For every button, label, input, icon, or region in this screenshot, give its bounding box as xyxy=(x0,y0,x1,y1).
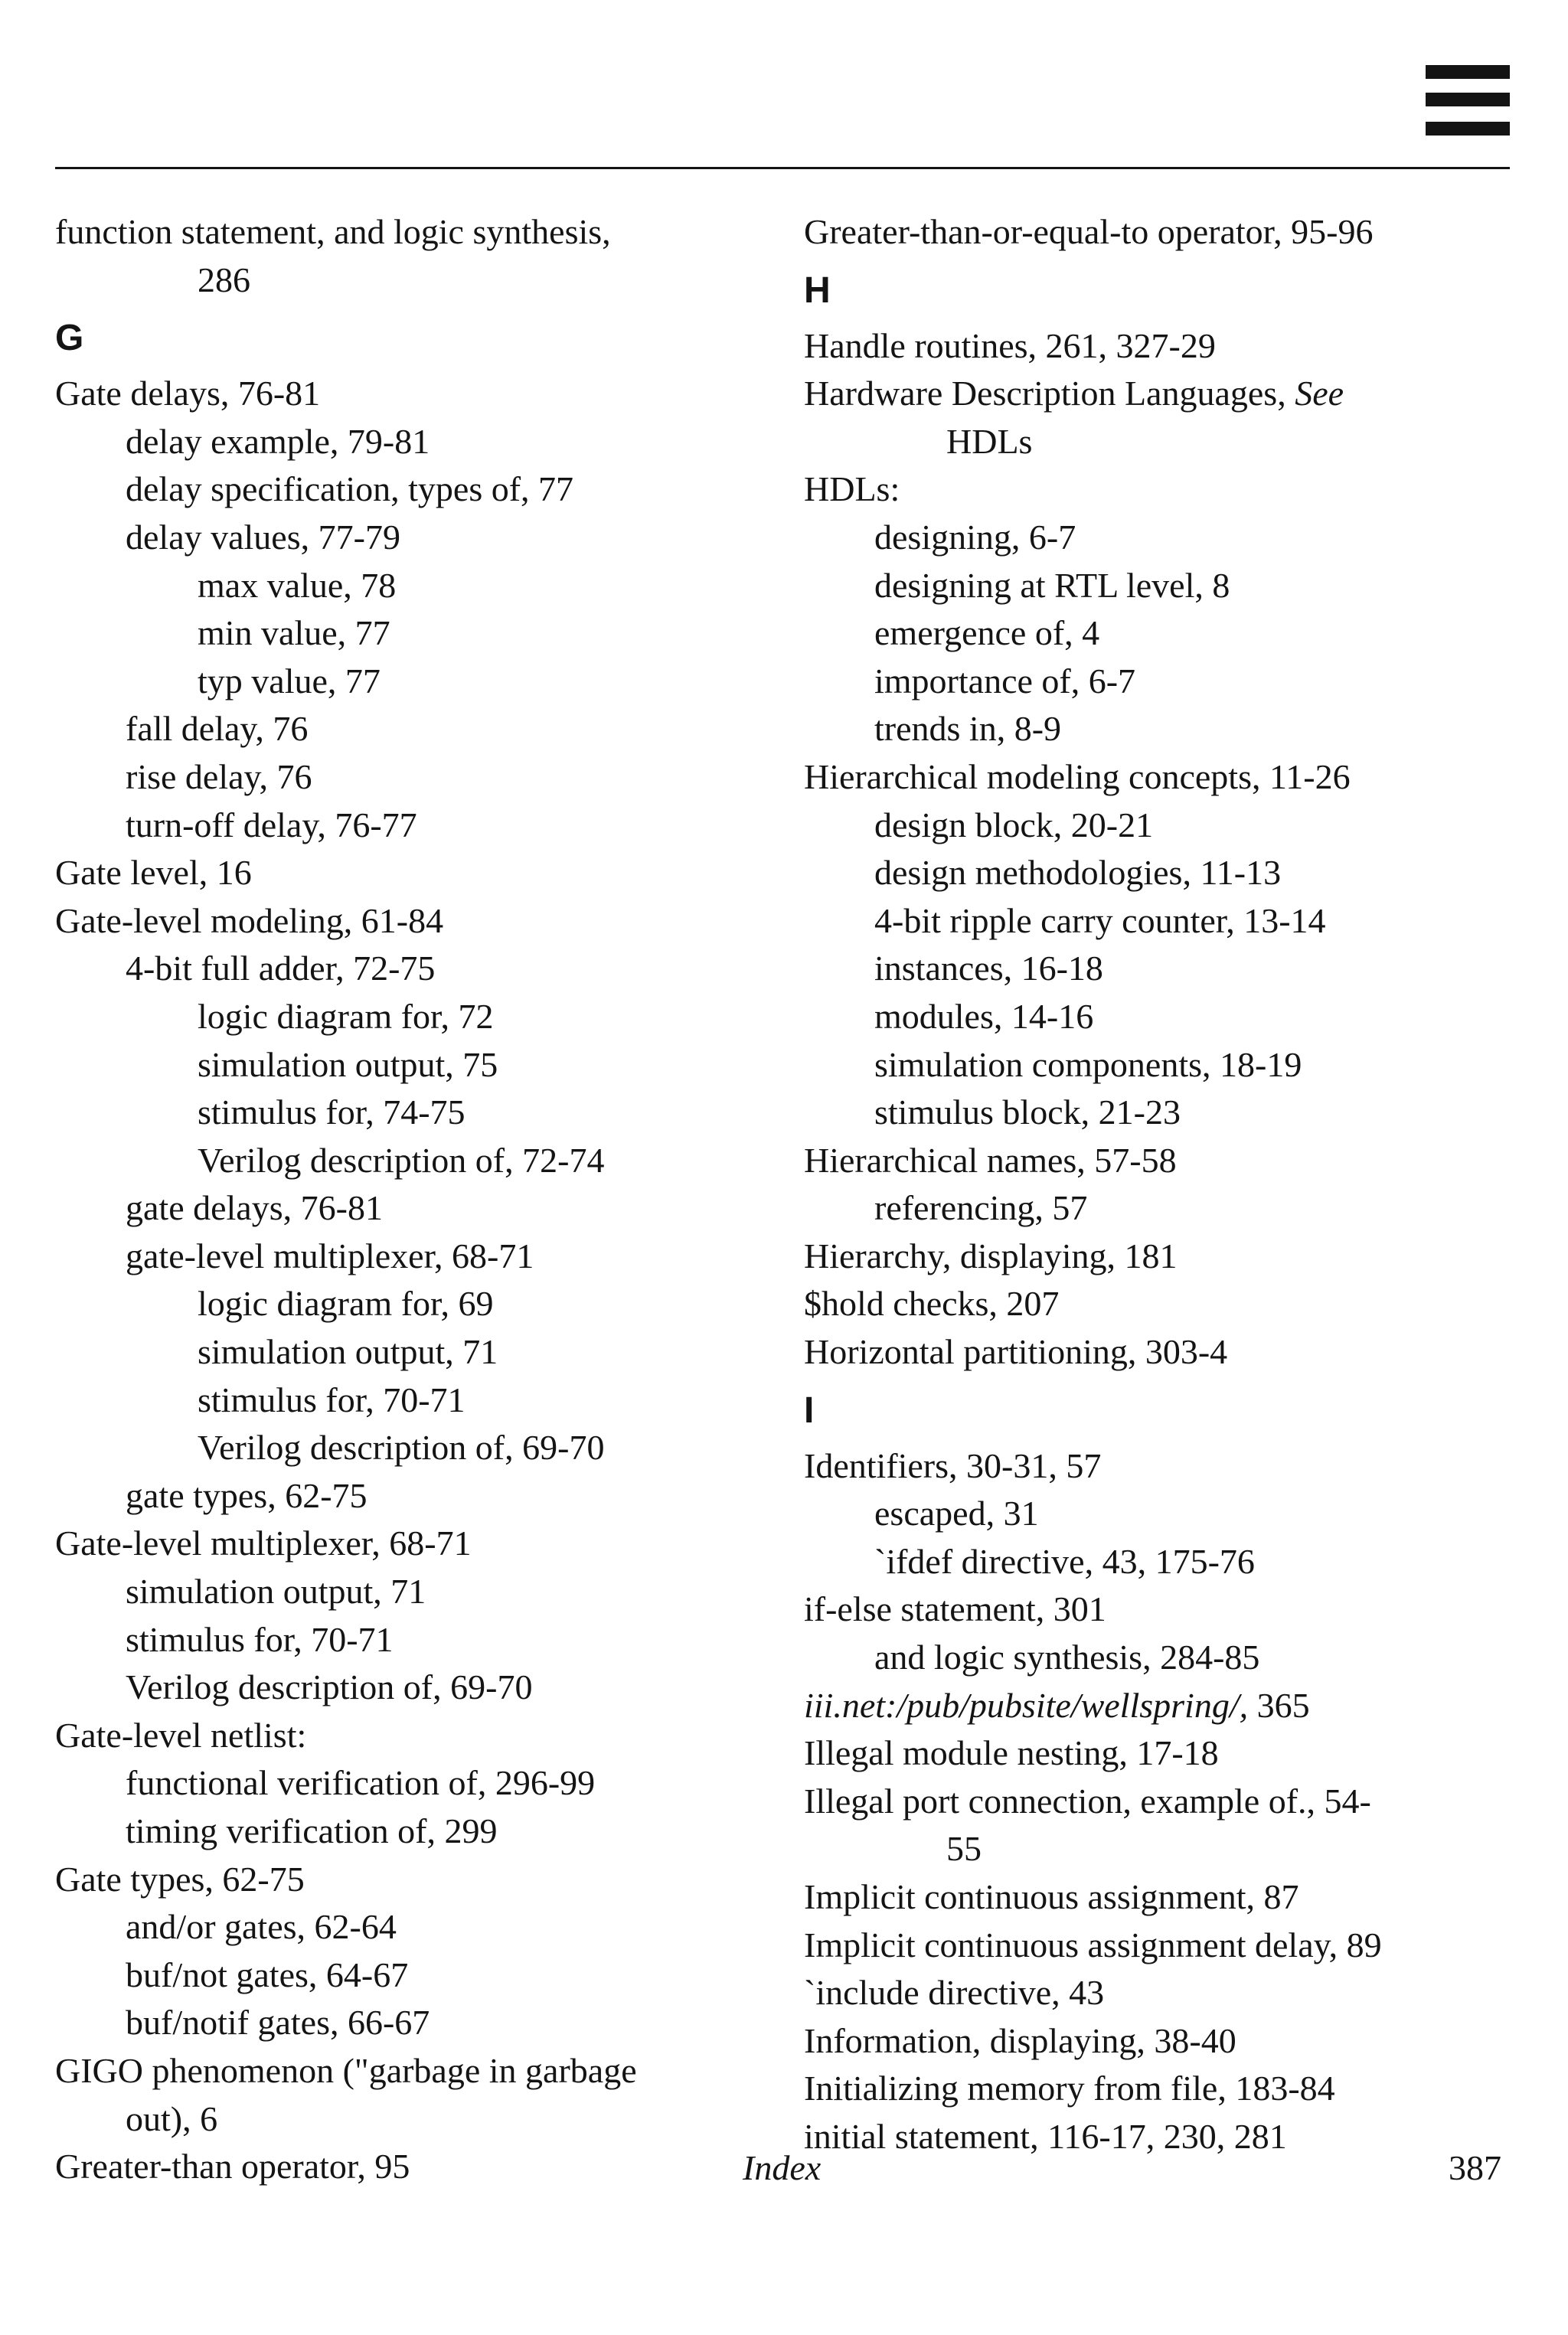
index-entry: 4-bit ripple carry counter, 13-14 xyxy=(874,900,1326,940)
index-entry: buf/not gates, 64-67 xyxy=(126,1955,409,1994)
index-entry: simulation output, 75 xyxy=(198,1044,498,1084)
index-entry: initial statement, 116-17, 230, 281 xyxy=(804,2116,1287,2156)
index-entry: Hierarchical names, 57-58 xyxy=(804,1140,1177,1180)
index-entry: instances, 16-18 xyxy=(874,949,1103,988)
index-entry: stimulus for, 74-75 xyxy=(198,1092,466,1132)
index-entry: stimulus for, 70-71 xyxy=(126,1619,394,1659)
index-entry: Implicit continuous assignment, 87 xyxy=(804,1877,1299,1916)
index-entry: min value, 77 xyxy=(198,613,390,653)
header-rule xyxy=(55,167,1510,169)
index-entry: 286 xyxy=(198,260,250,299)
index-entry: Identifiers, 30-31, 57 xyxy=(804,1445,1102,1485)
index-entry: and/or gates, 62-64 xyxy=(126,1907,397,1947)
thumb-index-bar xyxy=(1426,122,1510,136)
index-entry: function statement, and logic synthesis, xyxy=(55,212,611,251)
index-entry: iii.net:/pub/pubsite/wellspring/, 365 xyxy=(804,1685,1310,1725)
index-entry: design block, 20-21 xyxy=(874,805,1154,844)
index-entry: modules, 14-16 xyxy=(874,996,1094,1036)
index-entry: HDLs xyxy=(946,421,1033,461)
index-entry: if-else statement, 301 xyxy=(804,1589,1106,1629)
thumb-index-marker xyxy=(1426,65,1510,136)
index-entry: stimulus for, 70-71 xyxy=(198,1380,466,1419)
index-entry: typ value, 77 xyxy=(198,661,381,700)
index-entry: Handle routines, 261, 327-29 xyxy=(804,325,1216,365)
index-entry: Verilog description of, 72-74 xyxy=(198,1140,605,1180)
index-entry: gate delays, 76-81 xyxy=(126,1188,383,1228)
letter-heading: G xyxy=(55,318,84,359)
index-entry: Verilog description of, 69-70 xyxy=(198,1428,605,1468)
index-entry: Gate types, 62-75 xyxy=(55,1859,305,1899)
index-entry: design methodologies, 11-13 xyxy=(874,853,1282,893)
index-entry: designing at RTL level, 8 xyxy=(874,565,1230,605)
index-entry: Illegal module nesting, 17-18 xyxy=(804,1733,1219,1773)
url-text: iii.net:/pub/pubsite/wellspring/, xyxy=(804,1685,1249,1725)
index-entry: Horizontal partitioning, 303-4 xyxy=(804,1332,1228,1372)
index-entry: buf/notif gates, 66-67 xyxy=(126,2003,430,2043)
index-entry: 4-bit full adder, 72-75 xyxy=(126,949,436,988)
index-entry: Hierarchical modeling concepts, 11-26 xyxy=(804,756,1351,796)
index-entry: importance of, 6-7 xyxy=(874,661,1136,700)
letter-heading: I xyxy=(804,1390,815,1431)
index-entry: Gate-level netlist: xyxy=(55,1715,307,1755)
index-entry: HDLs: xyxy=(804,469,900,509)
index-entry: timing verification of, 299 xyxy=(126,1811,498,1850)
index-entry: referencing, 57 xyxy=(874,1188,1088,1228)
index-column-right xyxy=(804,208,1531,2161)
index-entry: delay specification, types of, 77 xyxy=(126,469,574,509)
index-entry: `ifdef directive, 43, 175-76 xyxy=(874,1541,1255,1581)
index-entry: emergence of, 4 xyxy=(874,613,1100,653)
index-entry: logic diagram for, 69 xyxy=(198,1284,494,1324)
index-entry: escaped, 31 xyxy=(874,1494,1039,1533)
index-column-left xyxy=(55,208,782,2191)
index-entry: designing, 6-7 xyxy=(874,517,1076,557)
index-entry: $hold checks, 207 xyxy=(804,1284,1060,1324)
thumb-index-bar xyxy=(1426,65,1510,79)
index-entry: Greater-than operator, 95 xyxy=(55,2147,410,2186)
index-entry: Illegal port connection, example of., 54- xyxy=(804,1781,1371,1821)
index-entry: Gate level, 16 xyxy=(55,853,252,893)
index-entry: 55 xyxy=(946,1829,982,1869)
index-entry: Gate-level multiplexer, 68-71 xyxy=(55,1523,472,1563)
index-entry: Gate-level modeling, 61-84 xyxy=(55,900,444,940)
index-entry: gate types, 62-75 xyxy=(126,1475,368,1515)
index-entry: Hardware Description Languages, See xyxy=(804,374,1344,413)
index-entry: Hierarchy, displaying, 181 xyxy=(804,1236,1178,1275)
index-entry: GIGO phenomenon ("garbage in garbage xyxy=(55,2050,637,2090)
thumb-index-bar xyxy=(1426,93,1510,106)
index-entry: rise delay, 76 xyxy=(126,756,312,796)
index-entry: out), 6 xyxy=(126,2098,218,2138)
index-entry: `include directive, 43 xyxy=(804,1973,1105,2013)
index-entry: delay values, 77-79 xyxy=(126,517,400,557)
index-entry: functional verification of, 296-99 xyxy=(126,1763,596,1803)
index-entry: turn-off delay, 76-77 xyxy=(126,805,417,844)
index-entry: delay example, 79-81 xyxy=(126,421,430,461)
index-entry: stimulus block, 21-23 xyxy=(874,1092,1181,1132)
index-entry: logic diagram for, 72 xyxy=(198,996,494,1036)
running-footer-title: Index xyxy=(743,2148,822,2187)
index-entry: Implicit continuous assignment delay, 89 xyxy=(804,1925,1382,1964)
index-entry: gate-level multiplexer, 68-71 xyxy=(126,1236,534,1275)
index-entry: simulation output, 71 xyxy=(126,1572,426,1612)
index-entry: simulation output, 71 xyxy=(198,1332,498,1372)
index-entry: max value, 78 xyxy=(198,565,397,605)
index-entry: Verilog description of, 69-70 xyxy=(126,1667,533,1707)
index-entry: Gate delays, 76-81 xyxy=(55,374,321,413)
see-reference: See xyxy=(1295,374,1344,413)
page-number: 387 xyxy=(1449,2148,1501,2187)
index-entry: trends in, 8-9 xyxy=(874,709,1062,749)
index-entry: simulation components, 18-19 xyxy=(874,1044,1302,1084)
index-entry: Information, displaying, 38-40 xyxy=(804,2020,1236,2060)
letter-heading: H xyxy=(804,269,831,311)
index-entry: Greater-than-or-equal-to operator, 95-96 xyxy=(804,212,1374,251)
index-entry: Initializing memory from file, 183-84 xyxy=(804,2069,1335,2108)
index-entry: fall delay, 76 xyxy=(126,709,309,749)
index-entry: and logic synthesis, 284-85 xyxy=(874,1638,1260,1677)
